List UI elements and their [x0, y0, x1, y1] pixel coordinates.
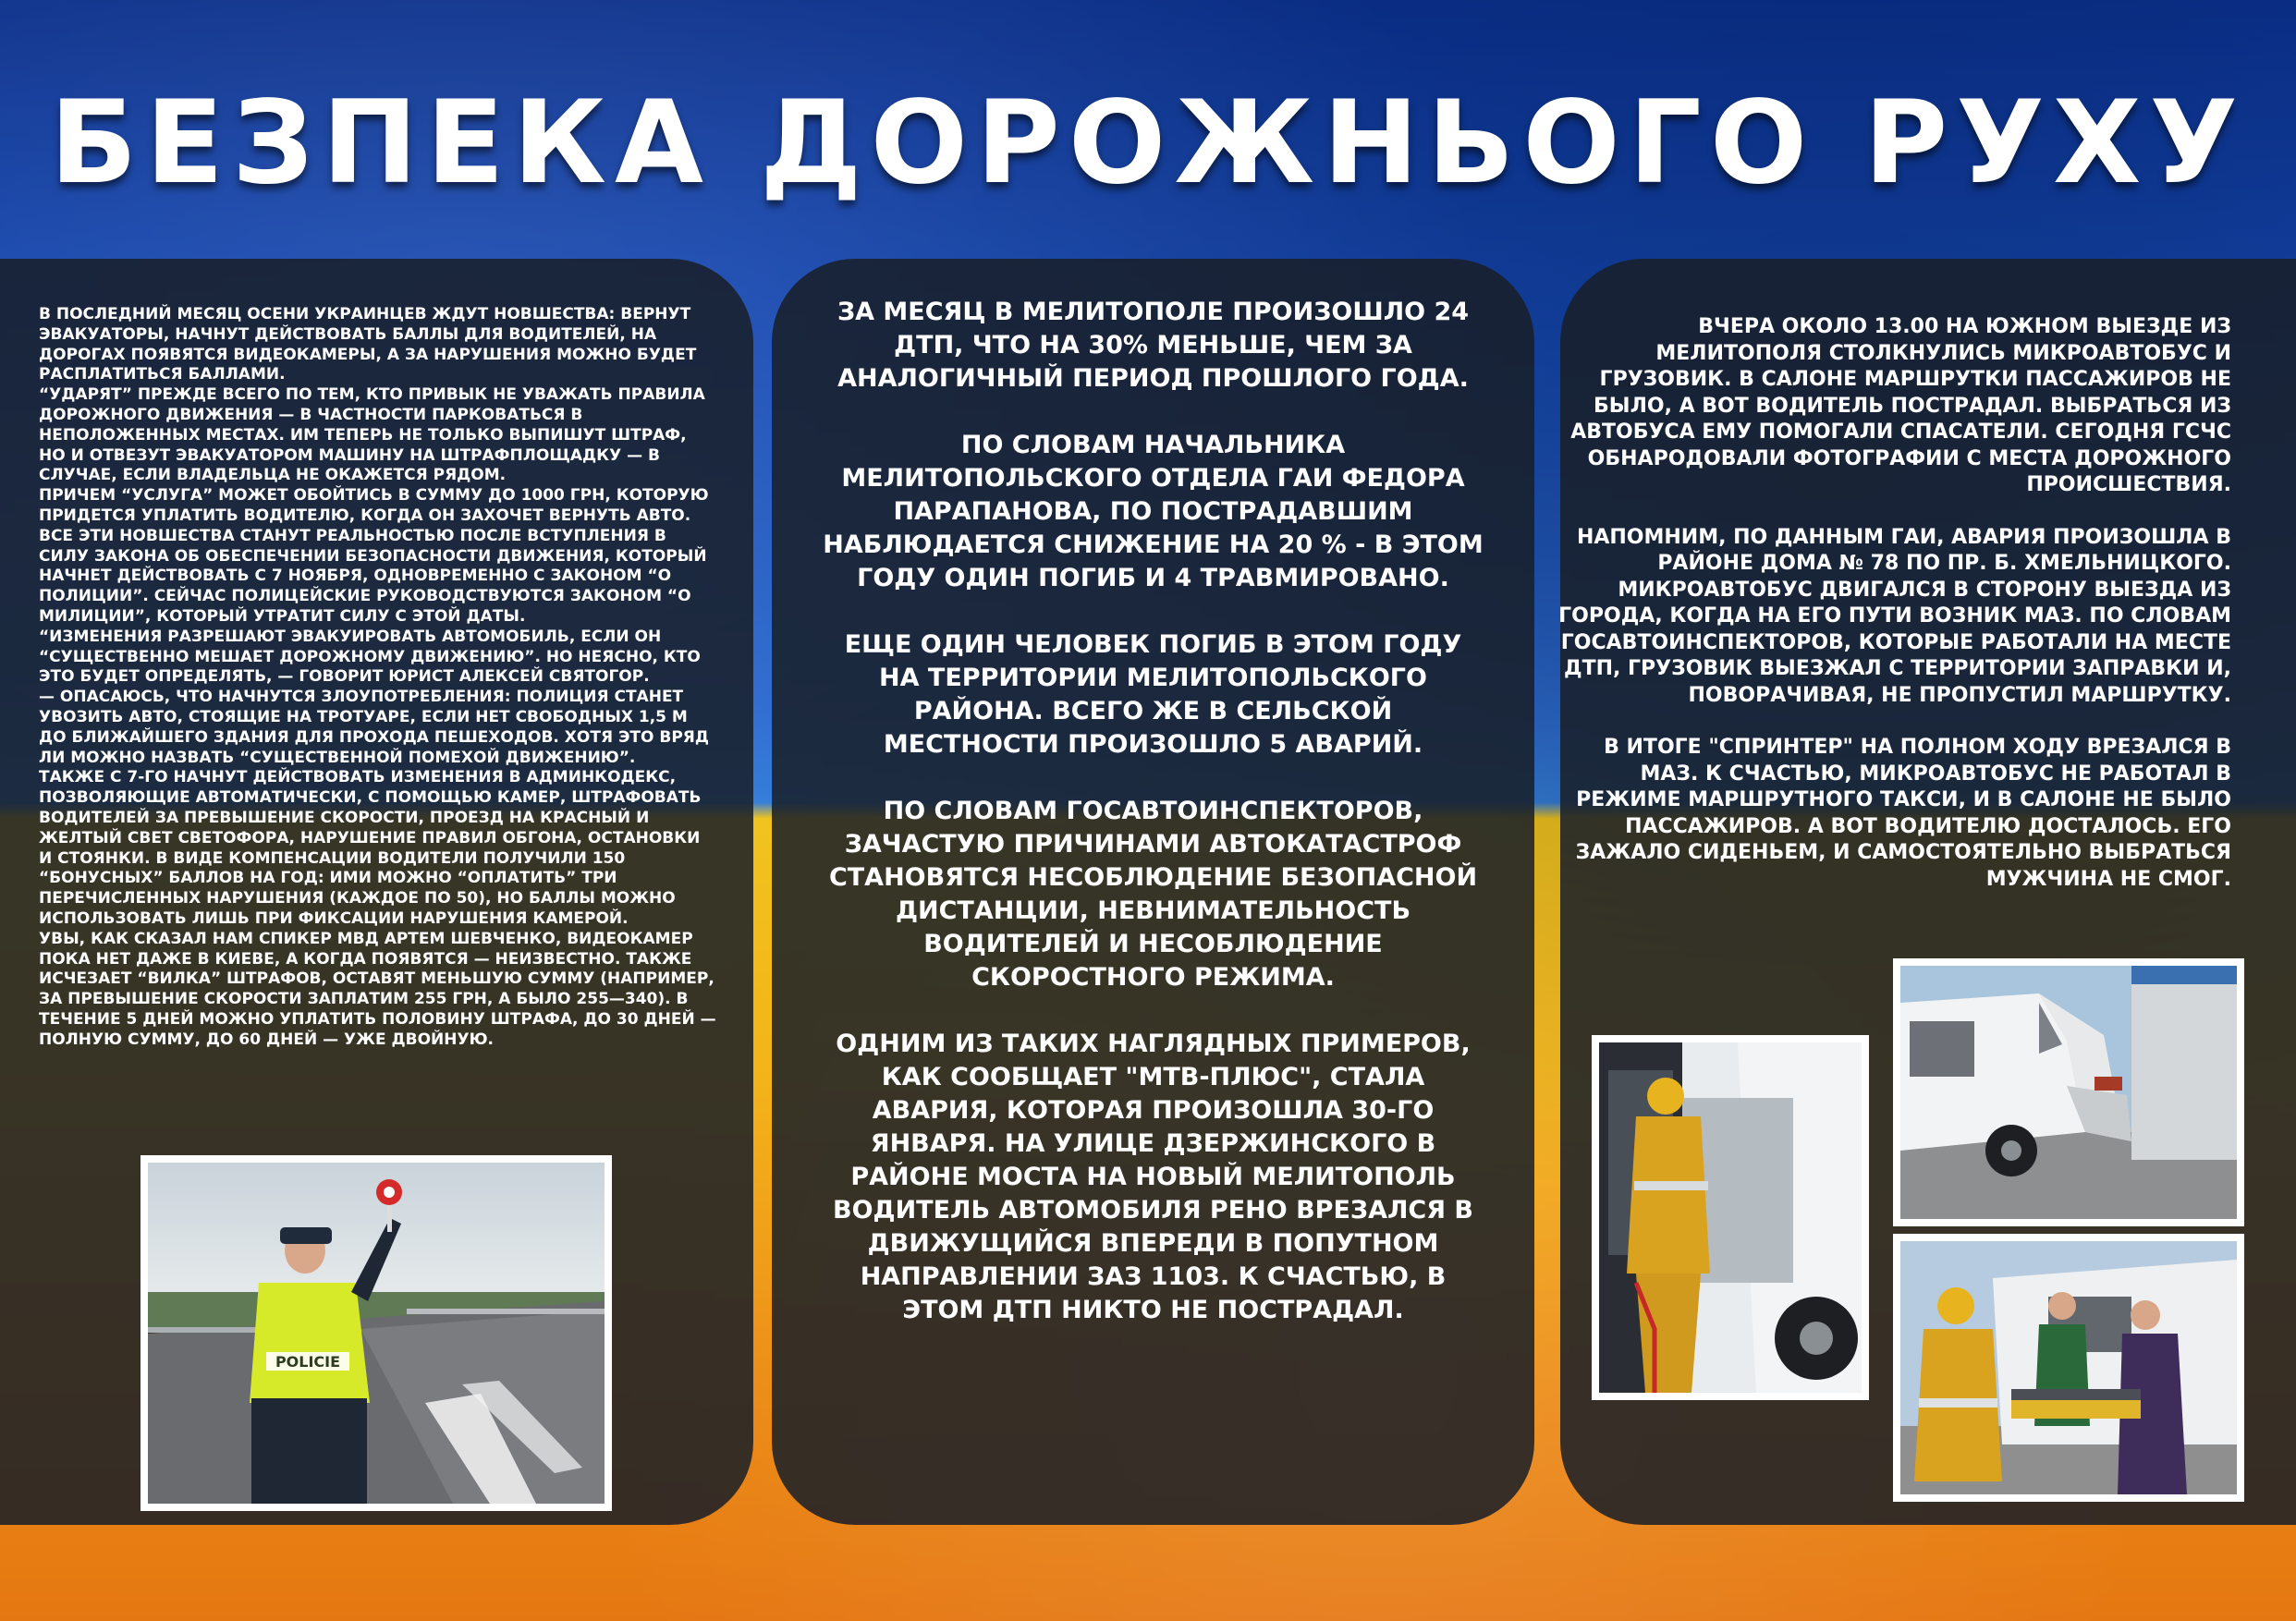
center-paragraph: ПО СЛОВАМ НАЧАЛЬНИКА МЕЛИТОПОЛЬСКОГО ОТДЕЛА ГАИ ФЕДОРА ПАРАПАНОВА, ПО ПОСТРАДАВШИМ НАБЛЮДАЕТСЯ СНИЖЕНИЕ НА 20 % - В ЭТОМ ГОДУ ОДИН ПОГИБ И 4 ТРАВМИРОВАНО. — [823, 431, 1484, 592]
police-officer-photo — [140, 1155, 612, 1511]
center-panel-text — [823, 296, 1484, 1360]
poster-title: БЕЗПЕКА ДОРОЖНЬОГО РУХУ — [49, 77, 2247, 210]
right-paragraph: В ИТОГЕ "СПРИНТЕР" НА ПОЛНОМ ХОДУ ВРЕЗАЛСЯ В МАЗ. К СЧАСТЬЮ, МИКРОАВТОБУС НЕ РАБОТАЛ В РЕЖИМЕ МАРШРУТНОГО ТАКСИ, И В САЛОНЕ НЕ БЫЛО ПАССАЖИРОВ. А ВОТ ВОДИТЕЛЮ ДОСТАЛОСЬ. ЕГО ЗАЖАЛО СИДЕНЬЕМ, И САМОСТОЯТЕЛЬНО ВЫБРАТЬСЯ МУЖЧИНА НЕ СМОГ. — [1575, 736, 2231, 891]
left-panel — [0, 259, 753, 1525]
center-panel — [772, 259, 1534, 1525]
rescue-scene-photo — [1893, 1234, 2244, 1502]
crashed-van-photo — [1893, 958, 2244, 1226]
center-paragraph: ЗА МЕСЯЦ В МЕЛИТОПОЛЕ ПРОИЗОШЛО 24 ДТП, ЧТО НА 30% МЕНЬШЕ, ЧЕМ ЗА АНАЛОГИЧНЫЙ ПЕРИОД ПРОШЛОГО ГОДА. — [837, 298, 1470, 393]
center-paragraph: ЕЩЕ ОДИН ЧЕЛОВЕК ПОГИБ В ЭТОМ ГОДУ НА ТЕРРИТОРИИ МЕЛИТОПОЛЬСКОГО РАЙОНА. ВСЕГО ЖЕ В СЕЛЬСКОЙ МЕСТНОСТИ ПРОИЗОШЛО 5 АВАРИЙ. — [844, 630, 1462, 759]
center-paragraph: ОДНИМ ИЗ ТАКИХ НАГЛЯДНЫХ ПРИМЕРОВ, КАК СООБЩАЕТ "МТВ-ПЛЮС", СТАЛА АВАРИЯ, КОТОРАЯ ПРОИЗОШЛА 30-ГО ЯНВАРЯ. НА УЛИЦЕ ДЗЕРЖИНСКОГО В РАЙОНЕ МОСТА НА НОВЫЙ МЕЛИТОПОЛЬ ВОДИТЕЛЬ АВТОМОБИЛЯ РЕНО ВРЕЗАЛСЯ В ДВИЖУЩИЙСЯ ВПЕРЕДИ В ПОПУТНОМ НАПРАВЛЕНИИ ЗАЗ 1103. К СЧАСТЬЮ, В ЭТОМ ДТП НИКТО НЕ ПОСТРАДАЛ. — [833, 1030, 1473, 1324]
firefighter-cab-photo — [1592, 1035, 1869, 1400]
left-panel-text: В ПОСЛЕДНИЙ МЕСЯЦ ОСЕНИ УКРАИНЦЕВ ЖДУТ НОВШЕСТВА: ВЕРНУТ ЭВАКУАТОРЫ, НАЧНУТ ДЕЙСТВОВАТЬ БАЛЛЫ ДЛЯ ВОДИТЕЛЕЙ, НА ДОРОГАХ ПОЯВЯТСЯ ВИДЕОКАМЕРЫ, А ЗА НАРУШЕНИЯ МОЖНО БУДЕТ РАСПЛАТИТЬСЯ БАЛЛАМИ. “УДАРЯТ” ПРЕЖДЕ ВСЕГО ПО ТЕМ, КТО ПРИВЫК НЕ УВАЖАТЬ ПРАВИЛА ДОРОЖНОГО ДВИЖЕНИЯ — В ЧАСТНОСТИ ПАРКОВАТЬСЯ В НЕПОЛОЖЕННЫХ МЕСТАХ. ИМ ТЕПЕРЬ НЕ ТОЛЬКО ВЫПИШУТ ШТРАФ, НО И ОТВЕЗУТ ЭВАКУАТОРОМ МАШИНУ НА ШТРАФПЛОЩАДКУ — В СЛУЧАЕ, ЕСЛИ ВЛАДЕЛЬЦА НЕ ОКАЖЕТСЯ РЯДОМ. ПРИЧЕМ “УСЛУГА” МОЖЕТ ОБОЙТИСЬ В СУММУ ДО 1000 ГРН, КОТОРУЮ ПРИДЕТСЯ УПЛАТИТЬ ВОДИТЕЛЮ, КОГДА ОН ЗАХОЧЕТ ВЕРНУТЬ АВТО. ВСЕ ЭТИ НОВШЕСТВА СТАНУТ РЕАЛЬНОСТЬЮ ПОСЛЕ ВСТУПЛЕНИЯ В СИЛУ ЗАКОНА ОБ ОБЕСПЕЧЕНИИ БЕЗОПАСНОСТИ ДВИЖЕНИЯ, КОТОРЫЙ НАЧНЕТ ДЕЙСТВОВАТЬ С 7 НОЯБРЯ, ОДНОВРЕМЕННО С ЗАКОНОМ “О ПОЛИЦИИ”. СЕЙЧАС ПОЛИЦЕЙСКИЕ РУКОВОДСТВУЮТСЯ ЗАКОНОМ “О МИЛИЦИИ”, КОТОРЫЙ УТРАТИТ СИЛУ С ЭТОЙ ДАТЫ. “ИЗМЕНЕНИЯ РАЗРЕШАЮТ ЭВАКУИРОВАТЬ АВТОМОБИЛЬ, ЕСЛИ ОН “СУЩЕСТВЕННО МЕШАЕТ ДОРОЖНОМУ ДВИЖЕНИЮ”. НО НЕЯСНО, КТО ЭТО БУДЕТ ОПРЕДЕЛЯТЬ, — ГОВОРИТ ЮРИСТ АЛЕКСЕЙ СВЯТОГОР. — ОПАСАЮСЬ, ЧТО НАЧНУТСЯ ЗЛОУПОТРЕБЛЕНИЯ: ПОЛИЦИЯ СТАНЕТ УВОЗИТЬ АВТО, СТОЯЩИЕ НА ТРОТУАРЕ, ЕСЛИ НЕТ СВОБОДНЫХ 1,5 М ДО БЛИЖАЙШЕГО ЗДАНИЯ ДЛЯ ПРОХОДА ПЕШЕХОДОВ. ХОТЯ ЭТО ВРЯД ЛИ МОЖНО НАЗВАТЬ “СУЩЕСТВЕННОЙ ПОМЕХОЙ ДВИЖЕНИЮ”. ТАКЖЕ С 7-ГО НАЧНУТ ДЕЙСТВОВАТЬ ИЗМЕНЕНИЯ В АДМИНКОДЕКС, ПОЗВОЛЯЮЩИЕ АВТОМАТИЧЕСКИ, С ПОМОЩЬЮ КАМЕР, ШТРАФОВАТЬ ВОДИТЕЛЕЙ ЗА ПРЕВЫШЕНИЕ СКОРОСТИ, ПРОЕЗД НА КРАСНЫЙ И ЖЕЛТЫЙ СВЕТ СВЕТОФОРА, НАРУШЕНИЕ ПРАВИЛ ОБГОНА, ОСТАНОВКИ И СТОЯНКИ. В ВИДЕ КОМПЕНСАЦИИ ВОДИТЕЛИ ПОЛУЧИЛИ 150 “БОНУСНЫХ” БАЛЛОВ НА ГОД: ИМИ МОЖНО “ОПЛАТИТЬ” ТРИ ПЕРЕЧИСЛЕННЫХ НАРУШЕНИЯ (КАЖДОЕ ПО 50), НО БАЛЛЫ МОЖНО ИСПОЛЬЗОВАТЬ ЛИШЬ ПРИ ФИКСАЦИИ НАРУШЕНИЯ КАМЕРОЙ. УВЫ, КАК СКАЗАЛ НАМ СПИКЕР МВД АРТЕМ ШЕВЧЕНКО, ВИДЕОКАМЕР ПОКА НЕТ ДАЖЕ В КИЕВЕ, А КОГДА ПОЯВЯТСЯ — НЕИЗВЕСТНО. ТАКЖЕ ИСЧЕЗАЕТ “ВИЛКА” ШТРАФОВ, ОСТАВЯТ МЕНЬШУЮ СУММУ (НАПРИМЕР, ЗА ПРЕВЫШЕНИЕ СКОРОСТИ ЗАПЛАТИМ 255 ГРН, А БЫЛО 255—340). В ТЕЧЕНИЕ 5 ДНЕЙ МОЖНО УПЛАТИТЬ ПОЛОВИНУ ШТРАФА, ДО 30 ДНЕЙ — ПОЛНУЮ СУММУ, ДО 60 ДНЕЙ — УЖЕ ДВОЙНУЮ. — [39, 305, 716, 1049]
right-paragraph: НАПОМНИМ, ПО ДАННЫМ ГАИ, АВАРИЯ ПРОИЗОШЛА В РАЙОНЕ ДОМА № 78 ПО ПР. Б. ХМЕЛЬНИЦКОГО. МИКРОАВТОБУС ДВИГАЛСЯ В СТОРОНУ ВЫЕЗДА ИЗ ГОРОДА, КОГДА НА ЕГО ПУТИ ВОЗНИК МАЗ. ПО СЛОВАМ ГОСАВТОИНСПЕКТОРОВ, КОТОРЫЕ РАБОТАЛИ НА МЕСТЕ ДТП, ГРУЗОВИК ВЫЕЗЖАЛ С ТЕРРИТОРИИ ЗАПРАВКИ И, ПОВОРАЧИВАЯ, НЕ ПРОПУСТИЛ МАРШРУТКУ. — [1558, 525, 2231, 707]
center-paragraph: ПО СЛОВАМ ГОСАВТОИНСПЕКТОРОВ, ЗАЧАСТУЮ ПРИЧИНАМИ АВТОКАТАСТРОФ СТАНОВЯТСЯ НЕСОБЛЮДЕНИЕ БЕЗОПАСНОЙ ДИСТАНЦИИ, НЕВНИМАТЕЛЬНОСТЬ ВОДИТЕЛЕЙ И НЕСОБЛЮДЕНИЕ СКОРОСТНОГО РЕЖИМА. — [828, 797, 1478, 992]
right-paragraph: ВЧЕРА ОКОЛО 13.00 НА ЮЖНОМ ВЫЕЗДЕ ИЗ МЕЛИТОПОЛЯ СТОЛКНУЛИСЬ МИКРОАВТОБУС И ГРУЗОВИК. В САЛОНЕ МАРШРУТКИ ПАССАЖИРОВ НЕ БЫЛО, А ВОТ ВОДИТЕЛЬ ПОСТРАДАЛ. ВЫБРАТЬСЯ ИЗ АВТОБУСА ЕМУ ПОМОГАЛИ СПАСАТЕЛИ. СЕГОДНЯ ГСЧС ОБНАРОДОВАЛИ ФОТОГРАФИИ С МЕСТА ДОРОЖНОГО ПРОИСШЕСТВИЯ. — [1570, 315, 2231, 496]
police-vest-label: POLICIE — [275, 1353, 341, 1371]
right-panel-text — [1557, 314, 2231, 919]
